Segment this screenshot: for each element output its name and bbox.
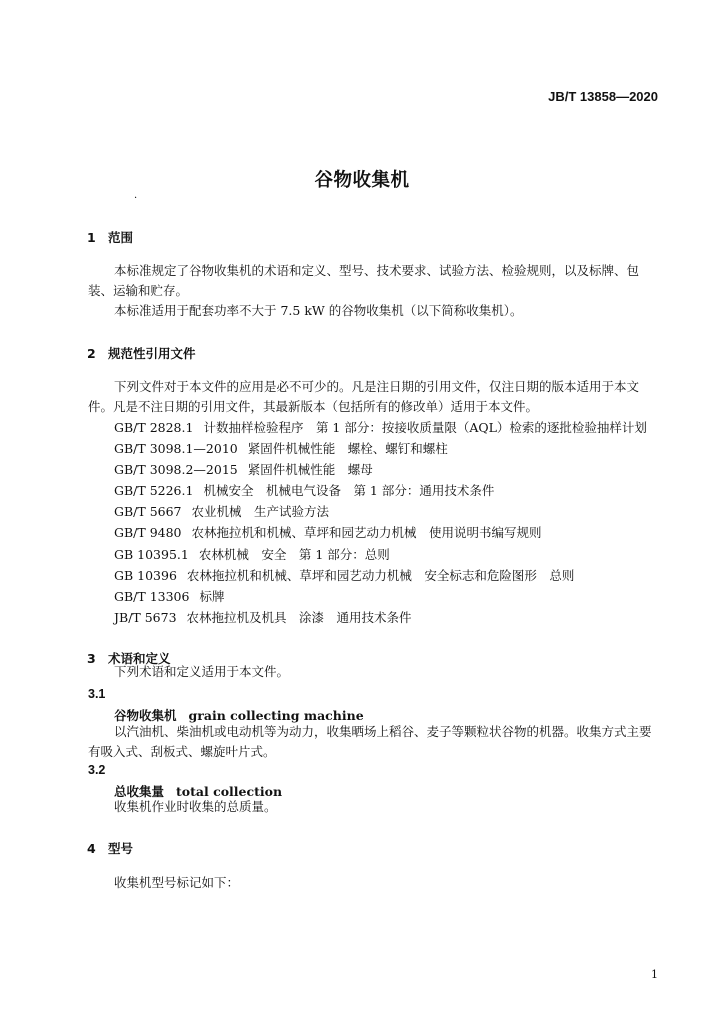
reference-code: GB/T 3098.1—2010 xyxy=(114,441,238,456)
reference-item xyxy=(114,566,574,584)
reference-title: 农林拖拉机和机械、草坪和园艺动力机械 使用说明书编写规则 xyxy=(191,525,542,540)
section-1-title: 范围 xyxy=(108,230,134,245)
section-3-number: 3 xyxy=(87,651,96,666)
reference-code: GB 10396 xyxy=(114,568,177,583)
reference-code: GB/T 3098.2—2015 xyxy=(114,462,238,477)
reference-title: 计数抽样检验程序 第 1 部分：按接收质量限（AQL）检索的逐批检验抽样计划 xyxy=(203,420,647,435)
section-1-paragraph-1: 本标准规定了谷物收集机的术语和定义、型号、技术要求、试验方法、检验规则，以及标牌、包装、运输和贮存。 xyxy=(88,263,640,298)
reference-title: 机械安全 机械电气设备 第 1 部分：通用技术条件 xyxy=(203,483,495,498)
reference-code: GB/T 9480 xyxy=(114,525,182,540)
reference-item xyxy=(114,502,329,520)
section-4-heading xyxy=(87,839,133,857)
reference-code: GB 10395.1 xyxy=(114,547,189,562)
section-1-number: 1 xyxy=(87,230,96,245)
section-3-intro: 下列术语和定义适用于本文件。 xyxy=(114,664,290,679)
term-number: 3.1 xyxy=(88,687,106,701)
standard-code: JB/T 13858—2020 xyxy=(548,89,658,104)
section-4-title: 型号 xyxy=(108,841,134,856)
reference-title: 农林拖拉机及机具 涂漆 通用技术条件 xyxy=(186,610,412,625)
reference-item xyxy=(114,439,448,457)
reference-code: GB/T 2828.1 xyxy=(114,420,194,435)
page-number: 1 xyxy=(651,968,658,981)
section-3-title: 术语和定义 xyxy=(108,651,171,666)
reference-code: GB/T 5226.1 xyxy=(114,483,194,498)
term-english: total collection xyxy=(176,784,283,799)
reference-code: GB/T 13306 xyxy=(114,589,190,604)
reference-title: 紧固件机械性能 螺栓、螺钉和螺柱 xyxy=(247,441,448,456)
section-4-number: 4 xyxy=(87,841,96,856)
term-chinese: 谷物收集机 xyxy=(114,708,177,723)
reference-title: 标牌 xyxy=(199,589,225,604)
section-1-heading xyxy=(87,228,133,246)
reference-item xyxy=(114,587,224,605)
section-2-heading xyxy=(87,344,196,362)
section-2-title: 规范性引用文件 xyxy=(108,346,196,361)
reference-item xyxy=(114,460,373,478)
section-2-intro: 下列文件对于本文件的应用是必不可少的。凡是注日期的引用文件，仅注日期的版本适用于本文件。凡是不注日期的引用文件，其最新版本（包括所有的修改单）适用于本文件。 xyxy=(88,379,640,414)
reference-item xyxy=(114,608,412,626)
section-1-paragraph-2: 本标准适用于配套功率不大于 7.5 kW 的谷物收集机（以下简称收集机）。 xyxy=(114,303,523,318)
reference-item xyxy=(114,481,494,499)
reference-title: 农林机械 安全 第 1 部分：总则 xyxy=(198,547,390,562)
term-english: grain collecting machine xyxy=(188,708,364,723)
term-number: 3.2 xyxy=(88,763,106,777)
reference-code: JB/T 5673 xyxy=(114,610,177,625)
term-chinese: 总收集量 xyxy=(114,784,165,799)
title-mark: · xyxy=(134,193,138,204)
term-definition: 以汽油机、柴油机或电动机等为动力，收集晒场上稻谷、麦子等颗粒状谷物的机器。收集方式主要有吸入式、刮板式、螺旋叶片式。 xyxy=(88,724,652,759)
document-title: 谷物收集机 xyxy=(314,170,410,191)
reference-item xyxy=(114,418,647,436)
reference-item xyxy=(114,523,542,541)
reference-item xyxy=(114,545,390,563)
reference-title: 农林拖拉机和机械、草坪和园艺动力机械 安全标志和危险图形 总则 xyxy=(186,568,575,583)
reference-title: 农业机械 生产试验方法 xyxy=(191,504,330,519)
section-4-paragraph-1: 收集机型号标记如下： xyxy=(114,875,240,890)
reference-code: GB/T 5667 xyxy=(114,504,182,519)
section-2-number: 2 xyxy=(87,346,96,361)
term-definition: 收集机作业时收集的总质量。 xyxy=(114,799,277,814)
reference-title: 紧固件机械性能 螺母 xyxy=(247,462,373,477)
